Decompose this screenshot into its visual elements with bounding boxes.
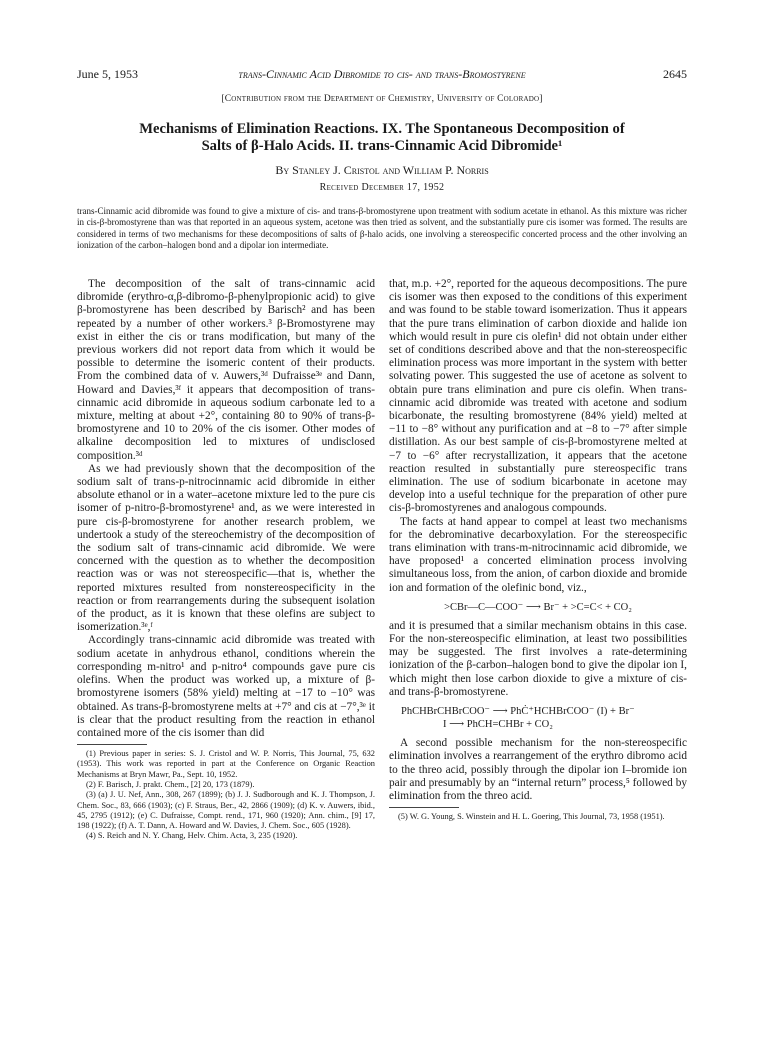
footnote: (5) W. G. Young, S. Winstein and H. L. Goering, This Journal, 73, 1958 (1951). (398, 812, 665, 822)
received-date: Received December 17, 1952 (319, 182, 445, 193)
left-column (77, 278, 375, 842)
title-line-2: Salts of β-Halo Acids. II. trans-Cinnamic Acid Dibromide¹ (201, 138, 563, 154)
footnote: (4) S. Reich and N. Y. Chang, Helv. Chim. Acta, 3, 235 (1920). (86, 831, 298, 841)
footnote-divider (77, 744, 147, 745)
equation-ionization (389, 705, 687, 731)
equation-line: PhCHBrCHBrCOO⁻ ⟶ PhĊ⁺HCHBrCOO⁻ (I) + Br⁻ (401, 706, 635, 718)
body-paragraph: Accordingly trans-cinnamic acid dibromide was treated with sodium acetate in anhydrous ethanol, conditions wherein the corresponding m-nitro¹ and p-nitro⁴ compounds gave pure cis olefins. When the product was worked up, a mixture of β-bromostyrene isomers (58% yield) melting at −17 to −10° was obtained. As trans-β-bromostyrene melts at +7° and cis at −7°,³ᵉ it is clear that the product resulting from the reaction in ethanol contained more of the cis isomer than did (77, 634, 375, 739)
body-paragraph: that, m.p. +2°, reported for the aqueous decompositions. The pure cis isomer was then exposed to the conditions of this experiment and was found to be stable toward isomerization. Thus it appears that the pure trans elimination of carbon dioxide and halide ion which would result in pure cis olefin¹ did not obtain under either set of conditions described above and that the non-stereospecific elimination process was more important in the system with better solvating power. This suggested the use of acetone as solvent to obtain pure trans elimination and pure cis olefin. When trans-cinnamic acid dibromide was treated with acetone and sodium bicarbonate, the resulting bromostyrene (84% yield) melted at −11 to −8° without any purification and at −8 to −7° after simple distillation. As our best sample of cis-β-bromostyrene melted at −7 to −6° after recrystallization, it appears that the acetone reaction resulted in substantially pure stereospecific trans elimination. The use of sodium bicarbonate in acetone may develop into a useful technique for the preparation of other pure cis-β-bromostyrenes and analogous compounds. (389, 278, 687, 515)
contribution-line: [Contribution from the Department of Chemistry, University of Colorado] (221, 94, 543, 104)
footnote: (1) Previous paper in series: S. J. Cristol and W. P. Norris, This Journal, 75, 632 (1953). This work was reported in part at the Conference on Organic Reaction Mechanisms at Bryn Mawr, Pa., Sept. 10, 1952. (77, 749, 375, 779)
running-head (77, 67, 687, 83)
footnote: (2) F. Barisch, J. prakt. Chem., [2] 20, 173 (1879). (86, 780, 255, 789)
equation-line: I ⟶ PhCH=CHBr + CO₂ (443, 719, 553, 731)
article-title (77, 121, 687, 155)
right-column (389, 278, 687, 822)
abstract: trans-Cinnamic acid dibromide was found to give a mixture of cis- and trans-β-bromostyrene upon treatment with sodium acetate in ethanol. As this mixture was richer in cis-β-bromostyrene than was that reported in an aqueous system, acetone was then tried as solvent, and the substantially pure cis isomer was formed. The results are considered in terms of two mechanisms for these decompositions of salts of β-halo acids, one involving a stereospecific concerted process and the other involving an ionization of the carbon–halogen bond and a dipolar ion intermediate. (77, 206, 687, 251)
body-paragraph: The facts at hand appear to compel at least two mechanisms for the debrominative decarboxylation. For the stereospecific trans elimination with trans-m-nitrocinnamic acid dibromide, we have proposed¹ a concerted elimination process involving simultaneous loss, from the anion, of carbon dioxide and bromide ion and formation of the olefinic bond, viz., (389, 515, 687, 594)
body-paragraph: A second possible mechanism for the non-stereospecific elimination involves a rearrangement of the erythro dibromo acid to the threo acid, possibly through the dipolar ion I–bromide ion pair and presumably by an “internal return” process,⁵ followed by elimination from the threo acid. (389, 737, 687, 802)
equation-concerted: >CBr—C—COO⁻ ⟶ Br⁻ + >C=C< + CO₂ (444, 601, 632, 613)
body-paragraph: The decomposition of the salt of trans-cinnamic acid dibromide (erythro-α,β-dibromo-β-phenylpropionic acid) to give β-bromostyrene has been described by Barisch² and has been repeated by a number of other workers.³ β-Bromostyrene may exist in either the cis or trans modification, but many of the previous workers did not report data from which it would be possible to determine the isomeric content of their products. From the combined data of v. Auwers,³ᵈ Dufraisse³ᵉ and Dann, Howard and Davies,³ᶠ it appears that decomposition of trans-cinnamic acid dibromide in aqueous sodium carbonate led to a mixture, melting at about +2°, containing 80 to 90% of trans-β-bromostyrene and 10 to 20% of the cis isomer. Other modes of alkaline decomposition led to mixtures of undisclosed composition.³ᵈ (77, 278, 375, 462)
authors: By Stanley J. Cristol and William P. Norris (275, 163, 489, 177)
title-line-1: Mechanisms of Elimination Reactions. IX. The Spontaneous Decomposition of (139, 121, 625, 137)
issue-date: June 5, 1953 (77, 67, 138, 81)
footnotes-left (77, 749, 375, 842)
running-title: trans-Cinnamic Acid Dibromide to cis- and trans-Bromostyrene (238, 67, 526, 81)
footnote-divider (389, 807, 459, 808)
body-paragraph: and it is presumed that a similar mechanism obtains in this case. For the non-stereospecific elimination, at least two possibilities may be suggested. The first involves a rate-determining ionization of the β-carbon–halogen bond to give the dipolar ion I, which might then lose carbon dioxide to give a mixture of cis- and trans-β-bromostyrene. (389, 619, 687, 698)
footnote: (3) (a) J. U. Nef, Ann., 308, 267 (1899); (b) J. J. Sudborough and K. J. Thompson, J. Chem. Soc., 83, 666 (1903); (c) F. Straus, Ber., 42, 2866 (1909); (d) K. v. Auwers, ibid., 45, 2795 (1912); (e) C. Dufraisse, Compt. rend., 171, 960 (1920); Ann. chim., [9] 17, 198 (1922); (f) A. T. Dann, A. Howard and W. Davies, J. Chem. Soc., 605 (1928). (77, 790, 375, 831)
page-number: 2645 (663, 67, 687, 81)
body-paragraph: As we had previously shown that the decomposition of the sodium salt of trans-p-nitrocinnamic acid dibromide in either absolute ethanol or in a water–acetone mixture led to the pure cis isomer of p-nitro-β-bromostyrene¹ and, as we were interested in pure cis-β-bromostyrene for another research problem, we undertook a study of the stereochemistry of the decomposition of the sodium salt of trans-cinnamic acid dibromide. We were concerned with the question as to whether the decomposition reaction was or was not stereospecific—that is, whether the reported mixtures resulted from nonstereospecificity in the reaction or from rearrangements during the subsequent isolation of the product, as it is known that these olefins are subject to isomerization.³ᵉ,ᶠ (77, 462, 375, 634)
footnotes-right (389, 812, 687, 822)
